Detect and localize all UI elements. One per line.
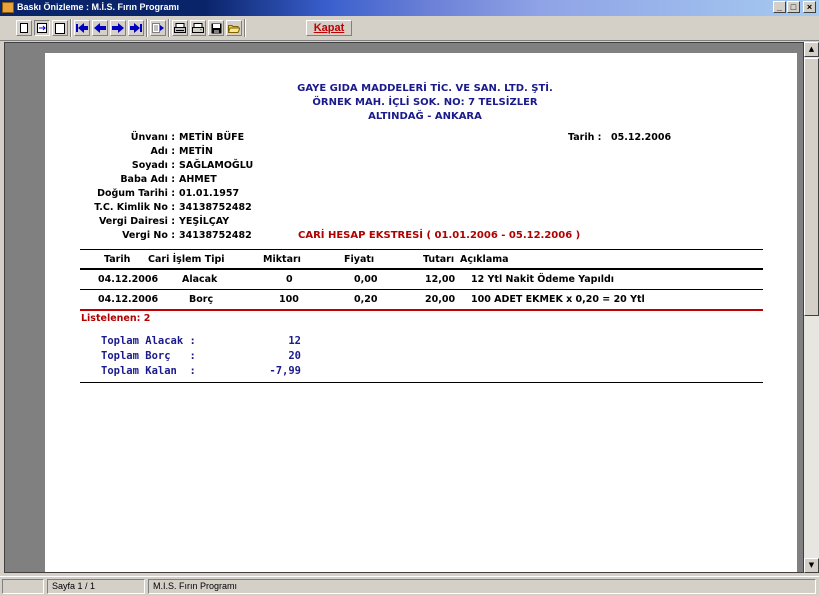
page-icon [20,23,28,33]
table-bottom-rule [80,309,763,311]
totals-bottom-rule [80,382,763,383]
field-value: SAĞLAMOĞLU [179,160,254,171]
previous-page-button[interactable] [92,20,108,36]
column-header-quantity: Miktarı [263,254,301,265]
cell-date: 04.12.2006 [98,274,159,285]
scroll-up-button[interactable] [804,42,819,57]
cell-description: 12 Ytl Nakit Ödeme Yapıldı [471,274,615,285]
cell-date: 04.12.2006 [98,294,159,305]
cell-price: 0,00 [354,274,378,285]
company-city: ALTINDAĞ - ANKARA [368,111,482,122]
folder-open-icon [228,23,240,33]
arrow-right-icon [112,23,124,33]
listed-count: Listelenen: 2 [81,313,151,324]
field-label: Ünvanı : [130,132,175,143]
field-value: YEŞİLÇAY [179,216,230,227]
table-top-rule [80,249,763,250]
total-value: 12 [288,335,301,347]
maximize-button[interactable]: □ [787,1,800,13]
printer-setup-icon [174,23,186,34]
close-preview-button[interactable]: Kapat [306,20,352,36]
page-width-icon [37,23,47,33]
vertical-scrollbar[interactable] [804,42,819,573]
total-label: Toplam Kalan : [101,365,196,377]
field-label: Vergi Dairesi : [98,216,175,227]
field-label: Baba Adı : [120,174,175,185]
date-value: 05.12.2006 [611,132,672,143]
field-label: Soyadı : [131,160,175,171]
goto-page-button[interactable] [150,20,166,36]
next-page-button[interactable] [110,20,126,36]
date-label: Tarih : [568,132,602,143]
floppy-disk-icon [211,23,222,34]
table-header-rule [80,268,763,270]
cell-amount: 20,00 [425,294,456,305]
close-window-button[interactable]: × [803,1,816,13]
status-bar [0,576,819,596]
company-name: GAYE GIDA MADDELERİ TİC. VE SAN. LTD. ŞTİ. [297,83,553,94]
toolbar-separator [70,19,72,37]
print-button[interactable] [190,20,206,36]
status-page-indicator: Sayfa 1 / 1 [47,579,145,594]
field-label: Doğum Tarihi : [97,188,175,199]
scroll-thumb[interactable] [804,58,819,316]
blank-page-icon [55,23,65,34]
statement-title: CARİ HESAP EKSTRESİ ( 01.01.2006 - 05.12.2006 ) [298,230,581,241]
page-width-button[interactable] [34,20,50,36]
field-label: T.C. Kimlik No : [94,202,175,213]
title-bar [0,0,819,16]
cell-type: Borç [189,294,214,305]
toolbar-separator [244,19,246,37]
field-value: AHMET [179,174,217,185]
cell-amount: 12,00 [425,274,456,285]
cell-type: Alacak [182,274,218,285]
last-page-button[interactable] [128,20,144,36]
column-header-amount: Tutarı [423,254,455,265]
cell-price: 0,20 [354,294,378,305]
hundred-percent-button[interactable] [52,20,68,36]
report-page [45,53,797,573]
toolbar [0,16,819,41]
last-page-icon [130,23,142,33]
field-value: METİN [179,146,213,157]
company-address: ÖRNEK MAH. İÇLİ SOK. NO: 7 TELSİZLER [312,97,538,108]
cell-description: 100 ADET EKMEK x 0,20 = 20 Ytl [471,294,645,305]
field-value: METİN BÜFE [179,132,245,143]
window-title: Baskı Önizleme : M.İ.S. Fırın Programı [17,2,180,12]
column-header-price: Fiyatı [344,254,375,265]
field-value: 34138752482 [179,230,252,241]
toolbar-separator [168,19,170,37]
status-app-name: M.I.S. Fırın Programı [148,579,816,594]
field-value: 01.01.1957 [179,188,240,199]
first-page-icon [76,23,88,33]
cell-quantity: 100 [279,294,299,305]
preview-area [4,42,804,573]
row-rule [80,289,763,290]
goto-page-icon [152,23,164,33]
column-header-date: Tarih [104,254,131,265]
first-page-button[interactable] [74,20,90,36]
whole-page-button[interactable] [16,20,32,36]
minimize-button[interactable]: _ [773,1,786,13]
total-label: Toplam Borç : [101,350,196,362]
cell-quantity: 0 [286,274,293,285]
column-header-description: Açıklama [460,254,509,265]
scroll-down-button[interactable] [804,558,819,573]
app-icon [2,2,14,13]
total-value: 20 [288,350,301,362]
arrow-down-icon: ▼ [808,561,815,569]
total-value: -7,99 [269,365,301,377]
field-label: Vergi No : [122,230,175,241]
open-button[interactable] [226,20,242,36]
toolbar-separator [146,19,148,37]
print-setup-button[interactable] [172,20,188,36]
printer-icon [192,23,204,34]
column-header-type: Cari İşlem Tipi [148,254,225,265]
status-pane-empty [2,579,44,594]
save-button[interactable] [208,20,224,36]
field-value: 34138752482 [179,202,252,213]
arrow-up-icon: ▲ [808,45,815,53]
total-label: Toplam Alacak : [101,335,196,347]
arrow-left-icon [94,23,106,33]
field-label: Adı : [150,146,175,157]
